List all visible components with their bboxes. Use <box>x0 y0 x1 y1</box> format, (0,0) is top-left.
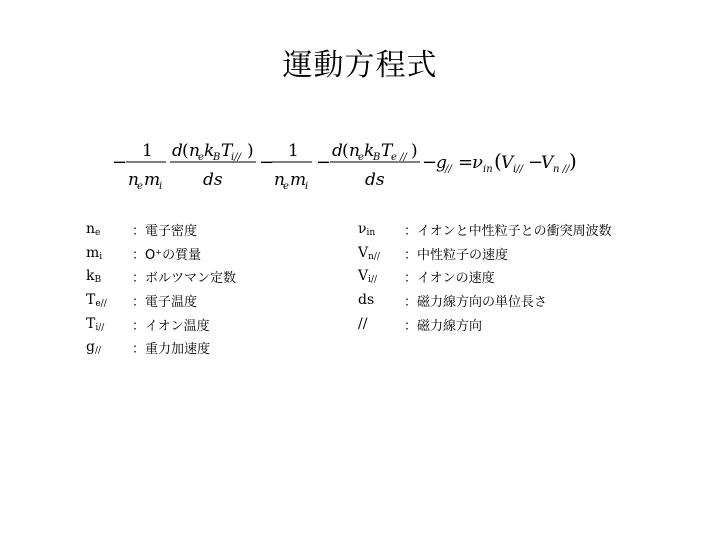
definition-text: ：電子密度 <box>132 224 198 240</box>
eq-sub-e-2: e <box>198 152 204 163</box>
definition-symbol: $V_{n//}$ <box>358 244 380 262</box>
definition-row <box>358 289 658 313</box>
eq-n-3: n <box>274 170 285 190</box>
definition-symbol: ds <box>358 292 375 309</box>
definition-text: ：磁力線方向 <box>404 318 483 334</box>
eq-equals: = <box>458 152 474 173</box>
eq-paren-open-3: ( <box>494 149 502 173</box>
definitions-left <box>86 218 376 360</box>
eq-minus-4: − <box>422 152 438 173</box>
definition-symbol: $k_B$ <box>86 268 102 286</box>
eq-minus-1: − <box>112 152 128 173</box>
definitions-right <box>358 218 658 336</box>
definition-symbol: $T_{i//}$ <box>86 315 105 333</box>
equation-svg <box>110 132 610 202</box>
definition-row <box>86 312 376 336</box>
definition-text: ：ボルツマン定数 <box>132 271 237 287</box>
definition-row <box>358 312 658 336</box>
definition-row <box>358 218 658 242</box>
eq-k-2: k <box>364 141 375 161</box>
definition-symbol: // <box>358 315 368 332</box>
eq-sub-e-1: e <box>137 181 143 192</box>
eq-sub-e-4: e <box>358 152 364 163</box>
eq-sub-epar-1: e // <box>391 152 407 163</box>
definition-symbol: $\nu_{in}$ <box>358 221 376 239</box>
definition-row <box>86 218 376 242</box>
eq-V-2: V <box>541 153 554 173</box>
eq-V-1: V <box>501 153 514 173</box>
definition-text: ：イオンの速度 <box>404 271 495 287</box>
eq-n-1: n <box>128 170 139 190</box>
definition-text: ：O⁺の質量 <box>132 247 202 263</box>
page-title: 運動方程式 <box>282 48 438 83</box>
eq-T-1: T <box>221 141 233 161</box>
definition-symbol: $g_{//}$ <box>86 339 102 357</box>
eq-one-2: 1 <box>288 141 299 161</box>
eq-d-1: d <box>172 141 183 161</box>
eq-paren-close-3: ) <box>569 149 577 173</box>
eq-g: g <box>436 153 447 173</box>
eq-sub-B-2: B <box>373 152 381 163</box>
eq-sub-e-3: e <box>283 181 289 192</box>
definition-text: ：中性粒子の速度 <box>404 247 509 263</box>
eq-paren-open-2: ( <box>342 141 349 161</box>
definition-text: ：電子温度 <box>132 295 198 311</box>
eq-minus-2: − <box>259 152 275 173</box>
eq-d-2: d <box>332 141 343 161</box>
eq-sub-ipar-2: i// <box>513 164 523 175</box>
eq-sub-npar: n // <box>553 164 570 175</box>
eq-sub-par-g: // <box>445 164 452 175</box>
eq-paren-close-2: ) <box>411 141 418 161</box>
eq-one-1: 1 <box>142 141 153 161</box>
definition-symbol: $V_{i//}$ <box>358 268 378 286</box>
definition-text: ：重力加速度 <box>132 342 211 358</box>
definition-row <box>86 336 376 360</box>
definition-row <box>86 265 376 289</box>
definition-row <box>358 265 658 289</box>
eq-n-2: n <box>189 141 200 161</box>
eq-m-1: m <box>144 170 161 190</box>
definition-text: ：イオン温度 <box>132 318 210 334</box>
eq-minus-3: − <box>316 152 332 173</box>
definition-row <box>86 289 376 313</box>
eq-minus-5: − <box>528 152 544 173</box>
eq-sub-ipar-1: i// <box>231 152 241 163</box>
eq-sub-i-2: i <box>305 181 309 192</box>
definition-row <box>358 242 658 266</box>
eq-paren-open-1: ( <box>182 141 189 161</box>
equation-of-motion <box>110 132 610 202</box>
eq-sub-i-1: i <box>159 181 163 192</box>
definition-symbol: $T_{e//}$ <box>86 292 107 310</box>
eq-sub-in: in <box>483 164 493 175</box>
definition-text: ：磁力線方向の単位長さ <box>404 295 548 311</box>
eq-nu: ν <box>472 152 483 173</box>
definition-symbol: $n_e$ <box>86 221 101 239</box>
eq-m-2: m <box>290 170 307 190</box>
definition-text: ：イオンと中性粒子との衝突周波数 <box>404 224 612 240</box>
eq-paren-close-1: ) <box>247 141 254 161</box>
eq-n-4: n <box>349 141 360 161</box>
definition-row <box>86 242 376 266</box>
eq-T-2: T <box>381 141 393 161</box>
definition-symbol: $m_i$ <box>86 244 103 262</box>
eq-ds-2: ds <box>365 170 385 190</box>
eq-ds-1: ds <box>203 170 223 190</box>
eq-sub-B-1: B <box>213 152 221 163</box>
eq-k-1: k <box>204 141 215 161</box>
